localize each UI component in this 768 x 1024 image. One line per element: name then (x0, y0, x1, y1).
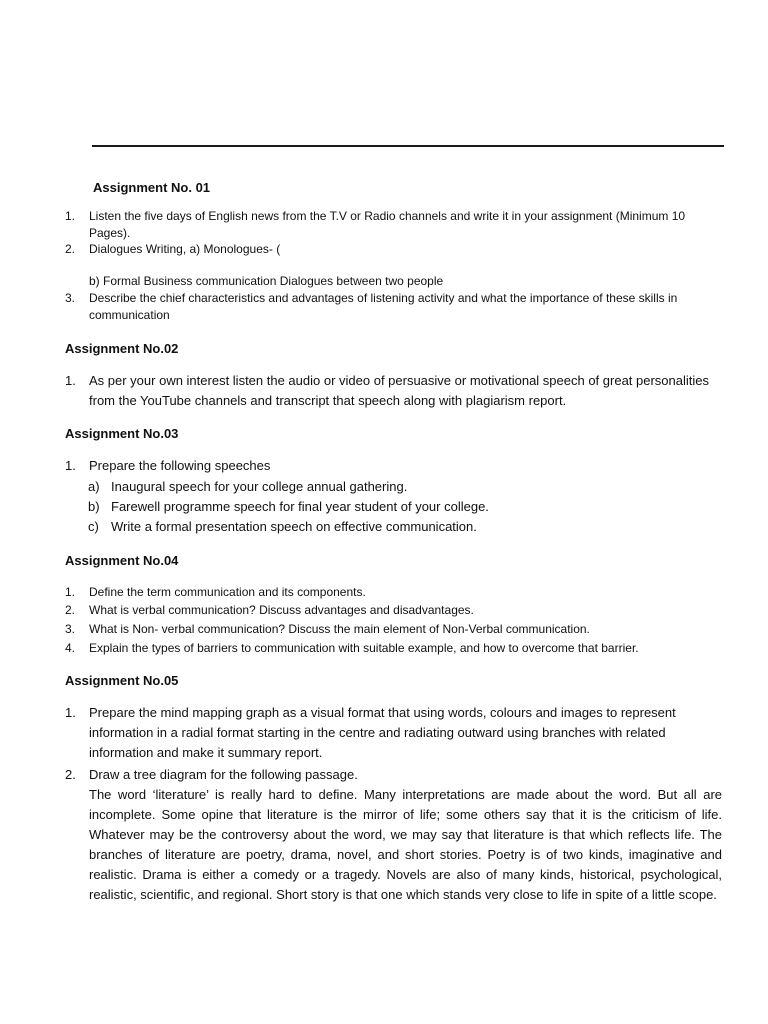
list-number: 4. (65, 641, 76, 655)
list-number: 1. (65, 458, 76, 473)
assignment-03-item-1 (65, 456, 725, 476)
assignment-05-heading: Assignment No.05 (65, 673, 179, 688)
assignment-04-heading: Assignment No.04 (65, 553, 179, 568)
assignment-04-item-1 (65, 584, 725, 601)
list-text: Draw a tree diagram for the following passage. (89, 767, 358, 782)
literature-passage: The word ‘literature’ is really hard to define. Many interpretations are made about the word. But all are incomplete. Some opine that literature is the mirror of life; some others say that it is the criticism of life. Whatever may be the controversy about the word, we may say that literature is that which reflects life. The branches of literature are poetry, drama, novel, and short stories. Poetry is of two kinds, imaginative and realistic. Drama is either a comedy or a tragedy. Novels are also of many kinds, historical, psychological, realistic, scientific, and regional. Short story is that one which stands very close to life in spite of a little scope. (89, 787, 722, 902)
assignment-01-item-1 (65, 208, 725, 242)
list-text: Prepare the mind mapping graph as a visual format that using words, colours and images to represent information in a radial format starting in the centre and radiating outward using branches with related information and make it summary report. (89, 705, 676, 760)
assignment-04-item-2 (65, 602, 725, 619)
assignment-05-item-2 (65, 765, 725, 785)
assignment-02-item-1 (65, 371, 725, 411)
list-text: What is verbal communication? Discuss advantages and disadvantages. (89, 603, 474, 617)
list-text: As per your own interest listen the audio or video of persuasive or motivational speech of great personalities from the YouTube channels and transcript that speech along with plagiarism report. (89, 373, 710, 408)
assignment-01-item-2 (65, 241, 725, 258)
list-number: 3. (65, 291, 76, 305)
list-text: What is Non- verbal communication? Discuss the main element of Non-Verbal communication. (89, 622, 590, 636)
sub-text: Farewell programme speech for final year student of your college. (111, 499, 489, 514)
list-text: Define the term communication and its components. (89, 585, 366, 599)
list-text: Describe the chief characteristics and advantages of listening activity and what the importance of these skills in communication (89, 291, 678, 322)
assignment-01-heading: Assignment No. 01 (93, 180, 211, 195)
sub-letter: c) (88, 519, 99, 534)
assignment-03-sub-a (88, 477, 728, 497)
list-number: 2. (65, 767, 76, 782)
assignment-03-sub-b (88, 497, 728, 517)
assignment-01-item-2b (65, 273, 725, 290)
sub-text: Write a formal presentation speech on effective communication. (111, 519, 477, 534)
assignment-04-item-4 (65, 640, 725, 657)
assignment-05-item-1 (65, 703, 725, 763)
sub-text: Inaugural speech for your college annual gathering. (111, 479, 408, 494)
list-number: 1. (65, 373, 76, 388)
sub-letter: a) (88, 479, 100, 494)
list-number: 1. (65, 705, 76, 720)
list-text: Listen the five days of English news from the T.V or Radio channels and write it in your assignment (Minimum 10 Pages). (89, 209, 686, 240)
sub-letter: b) (88, 499, 100, 514)
list-number: 3. (65, 622, 76, 636)
assignment-04-item-3 (65, 621, 725, 638)
assignment-02-heading: Assignment No.02 (65, 341, 179, 356)
list-number: 2. (65, 603, 76, 617)
list-number: 1. (65, 209, 76, 223)
list-text: Dialogues Writing, a) Monologues- ( (89, 242, 281, 256)
list-text: b) Formal Business communication Dialogues between two people (89, 274, 444, 288)
list-text: Explain the types of barriers to communication with suitable example, and how to overcome that barrier. (89, 641, 639, 655)
assignment-03-heading: Assignment No.03 (65, 426, 179, 441)
assignment-03-sub-c (88, 517, 728, 537)
list-text: Prepare the following speeches (89, 458, 271, 473)
list-number: 2. (65, 242, 76, 256)
header-rule (92, 145, 724, 147)
assignment-01-item-3 (65, 290, 725, 324)
list-number: 1. (65, 585, 76, 599)
